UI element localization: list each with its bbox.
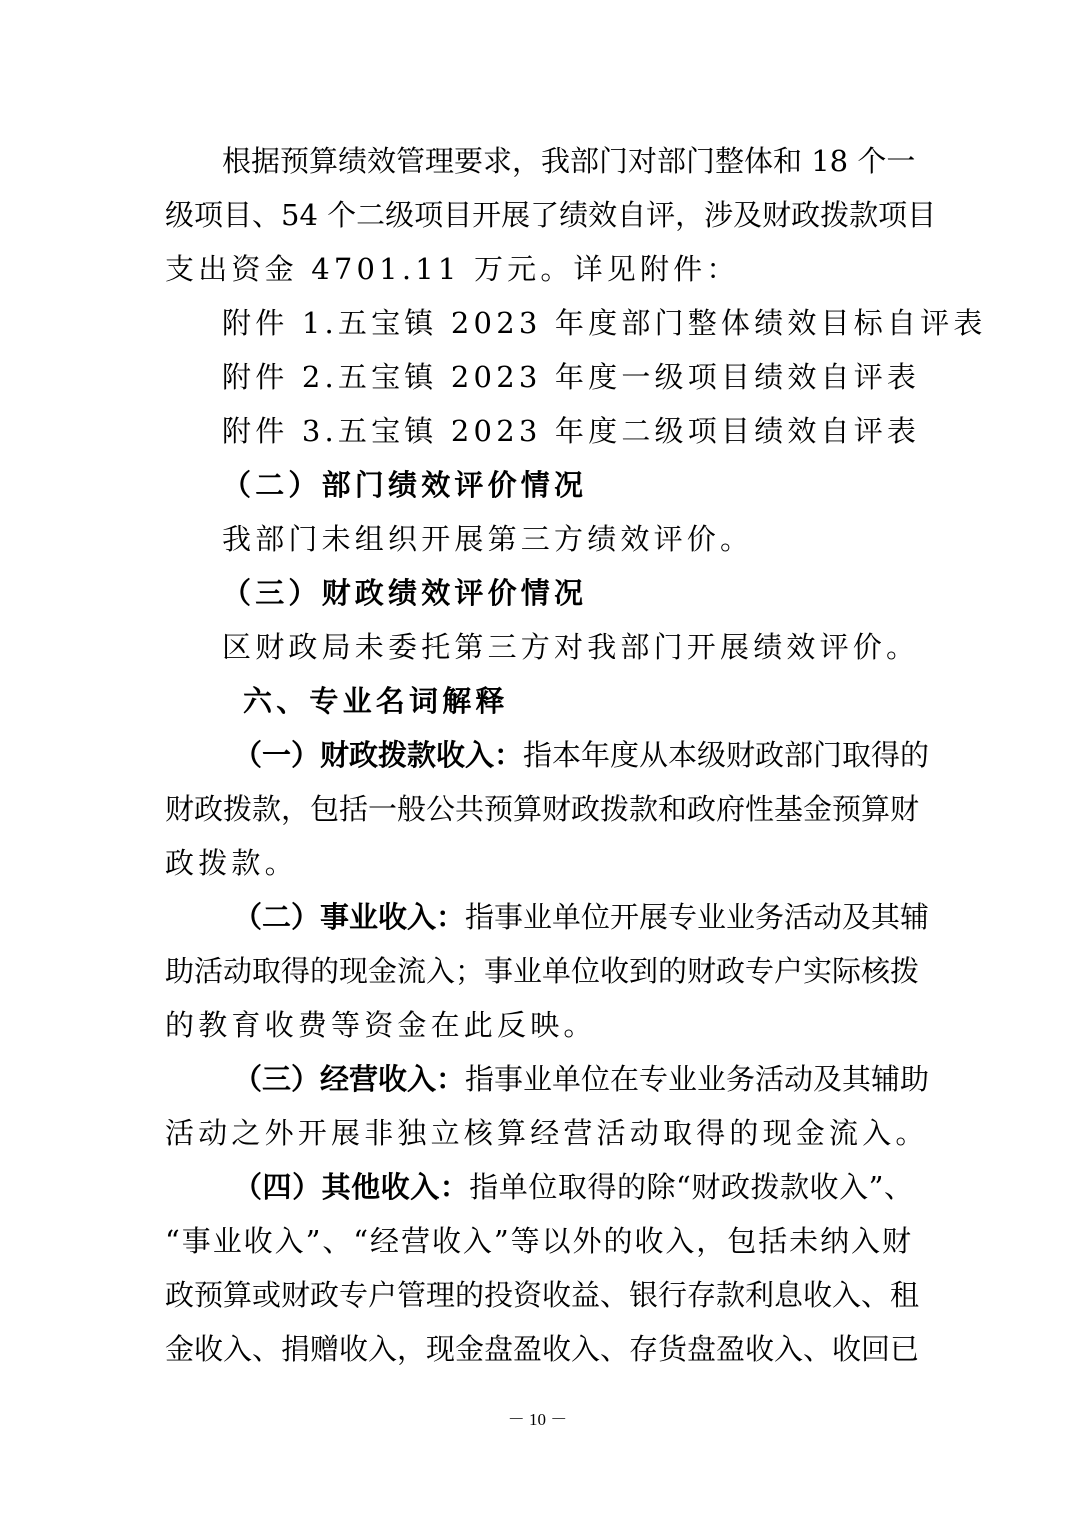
paragraph-line: 活动之外开展非独立核算经营活动取得的现金流入。: [165, 1116, 929, 1150]
paragraph-line: 我部门未组织开展第三方绩效评价。: [222, 522, 754, 556]
section-heading: （三）财政绩效评价情况: [222, 576, 588, 610]
paragraph-line: 根据预算绩效管理要求，我部门对部门整体和 18 个一: [222, 144, 916, 178]
term-definition: 指事业单位开展专业业务活动及其辅: [465, 900, 930, 934]
term-line: [233, 1052, 930, 1106]
term-definition: 指事业单位在专业业务活动及其辅助: [465, 1062, 930, 1096]
paragraph-line: 区财政局未委托第三方对我部门开展绩效评价。: [222, 630, 920, 664]
term-label: （四）其他收入：: [233, 1170, 470, 1204]
attachment-item: 附件 2.五宝镇 2023 年度一级项目绩效自评表: [222, 360, 921, 394]
attachment-item: 附件 1.五宝镇 2023 年度部门整体绩效目标自评表: [222, 306, 987, 340]
paragraph-line: 支出资金 4701.11 万元。详见附件：: [165, 252, 740, 286]
paragraph-line: 财政拨款，包括一般公共预算财政拨款和政府性基金预算财: [165, 792, 920, 826]
page-number: － 10 －: [507, 1410, 568, 1429]
section-heading: （二）部门绩效评价情况: [222, 468, 588, 502]
term-label: （一）财政拨款收入：: [233, 738, 524, 772]
paragraph-line: 政拨款。: [165, 846, 298, 880]
term-line: [233, 728, 930, 782]
term-definition: 指本年度从本级财政部门取得的: [523, 738, 930, 772]
paragraph-line: 的教育收费等资金在此反映。: [165, 1008, 597, 1042]
term-definition: 指单位取得的除“财政拨款收入”、: [469, 1170, 913, 1204]
term-label: （三）经营收入：: [233, 1062, 466, 1096]
term-label: （二）事业收入：: [233, 900, 466, 934]
paragraph-line: 金收入、捐赠收入，现金盘盈收入、存货盘盈收入、收回已: [165, 1332, 920, 1366]
paragraph-line: “事业收入”、“经营收入”等以外的收入，包括未纳入财: [165, 1224, 911, 1258]
paragraph-line: 级项目、54 个二级项目开展了绩效自评，涉及财政拨款项目: [165, 198, 937, 232]
term-line: [233, 890, 930, 944]
term-line: [233, 1160, 913, 1214]
paragraph-line: 政预算或财政专户管理的投资收益、银行存款利息收入、租: [165, 1278, 920, 1312]
paragraph-line: 助活动取得的现金流入；事业单位收到的财政专户实际核拨: [165, 954, 920, 988]
chapter-heading: 六、专业名词解释: [243, 684, 509, 718]
attachment-item: 附件 3.五宝镇 2023 年度二级项目绩效自评表: [222, 414, 921, 448]
